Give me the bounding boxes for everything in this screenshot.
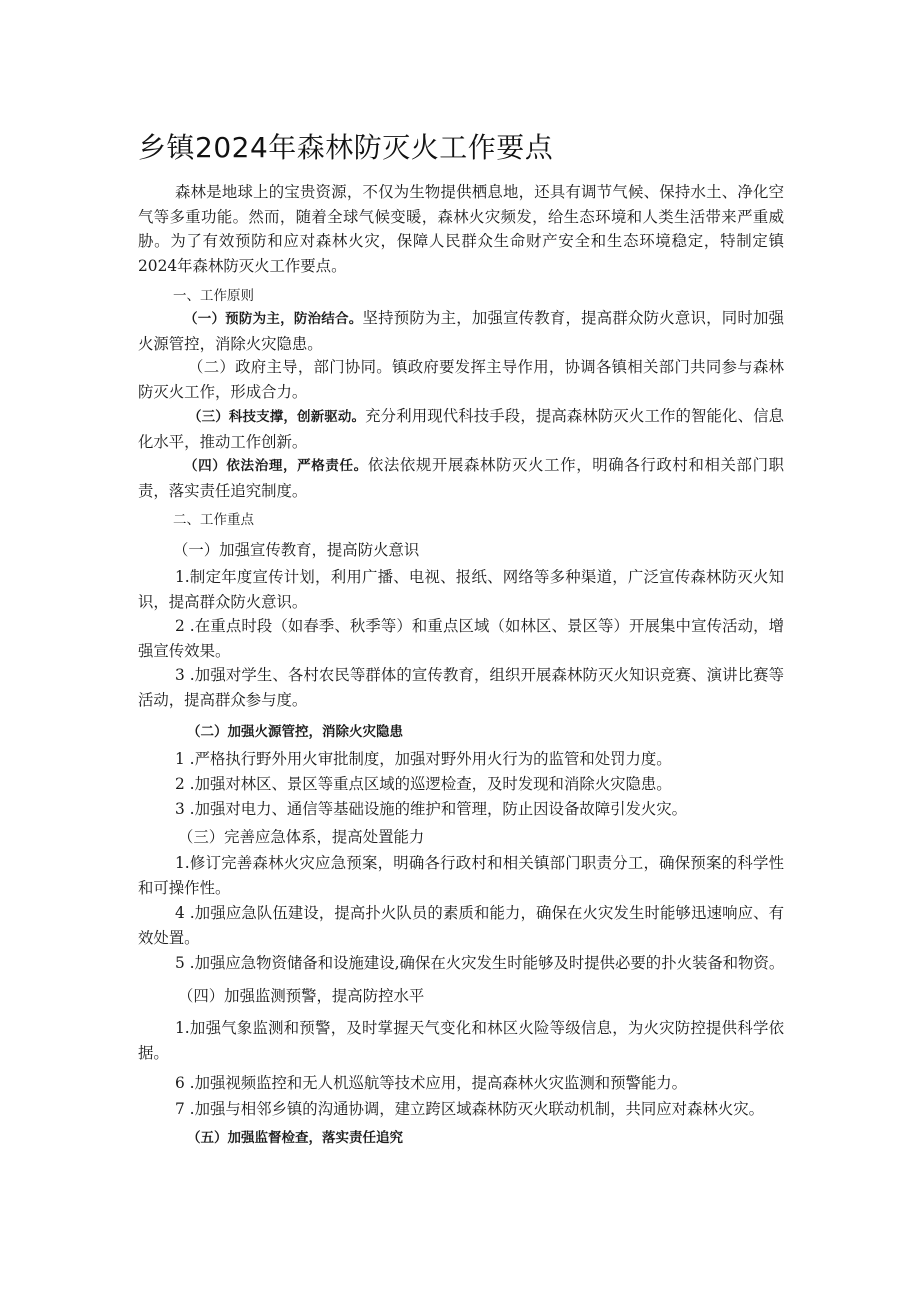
sub4-heading: （四）加强监测预警，提高防控水平 [178, 987, 425, 1005]
sub5-heading: （五）加强监督检查，落实责任追究 [187, 1130, 403, 1146]
principle-lead-1: （一）预防为主，防治结合。 [184, 311, 363, 327]
principle-item-3 [138, 404, 784, 454]
principle-item-2 [138, 355, 784, 404]
principle-lead-4: （四）依法治理，严格责任。 [184, 458, 368, 474]
document-title: 乡镇2024年森林防灭火工作要点 [138, 131, 554, 164]
sub1-item-3: 3 .加强对学生、各村农民等群体的宣传教育，组织开展森林防灭火知识竞赛、演讲比赛等活动，提高群众参与度。 [138, 666, 784, 709]
principle-text-2: 镇政府要发挥主导作用，协调各镇相关部门共同参与森林防灭火工作，形成合力。 [138, 358, 784, 401]
sub2-item-3: 3 .加强对电力、通信等基础设施的维护和管理，防止因设备故障引发火灾。 [175, 800, 688, 818]
sub2-item-2: 2 .加强对林区、景区等重点区域的巡逻检查，及时发现和消除火灾隐患。 [175, 775, 672, 793]
sub3-item-1: 1.修订完善森林火灾应急预案，明确各行政村和相关镇部门职责分工，确保预案的科学性和可操作性。 [138, 854, 784, 897]
sub4-item-2: 6 .加强视频监控和无人机巡航等技术应用，提高森林火灾监测和预警能力。 [175, 1074, 688, 1092]
sub3-item-3: 5 .加强应急物资储备和设施建设,确保在火灾发生时能够及时提供必要的扑火装备和物资。 [175, 954, 785, 972]
sub1-item-1: 1.制定年度宣传计划，利用广播、电视、报纸、网络等多种渠道，广泛宣传森林防灭火知识，提高群众防火意识。 [138, 568, 784, 611]
sub1-heading: （一）加强宣传教育，提高防火意识 [173, 541, 420, 559]
principle-text-1: 坚持预防为主，加强宣传教育，提高群众防火意识，同时加强火源管控，消除火灾隐患。 [138, 309, 784, 353]
principle-item-1 [138, 306, 784, 356]
principle-lead-3: （三）科技支撑，创新驱动。 [188, 409, 366, 425]
sub3-heading: （三）完善应急体系，提高处置能力 [178, 828, 425, 846]
principle-lead-2: （二）政府主导，部门协同。 [188, 358, 392, 376]
sub4-item-1: 1.加强气象监测和预警，及时掌握天气变化和林区火险等级信息，为火灾防控提供科学依据。 [138, 1019, 784, 1062]
principle-item-4 [138, 453, 784, 503]
section2-heading: 二、工作重点 [173, 512, 254, 528]
sub2-item-1: 1 .严格执行野外用火审批制度，加强对野外用火行为的监管和处罚力度。 [175, 750, 672, 768]
sub2-heading: （二）加强火源管控，消除火灾隐患 [187, 724, 403, 740]
principle-text-4: 依法依规开展森林防灭火工作，明确各行政村和相关部门职责，落实责任追究制度。 [138, 456, 784, 500]
sub3-item-2: 4 .加强应急队伍建设，提高扑火队员的素质和能力，确保在火灾发生时能够迅速响应、有效处置。 [138, 904, 784, 947]
sub4-item-3: 7 .加强与相邻乡镇的沟通协调，建立跨区域森林防灭火联动机制，共同应对森林火灾。 [175, 1100, 765, 1118]
sub1-item-2: 2 .在重点时段（如春季、秋季等）和重点区域（如林区、景区等）开展集中宣传活动，增强宣传效果。 [138, 617, 784, 660]
principle-text-3: 充分利用现代科技手段，提高森林防灭火工作的智能化、信息化水平，推动工作创新。 [138, 407, 784, 451]
intro-paragraph: 森林是地球上的宝贵资源，不仅为生物提供栖息地，还具有调节气候、保持水土、净化空气等多重功能。然而，随着全球气候变暖，森林火灾频发，给生态环境和人类生活带来严重威胁。为了有效预防和应对森林火灾，保障人民群众生命财产安全和生态环境稳定，特制定镇2024年森林防灭火工作要点。 [138, 183, 784, 275]
section1-heading: 一、工作原则 [173, 288, 254, 304]
